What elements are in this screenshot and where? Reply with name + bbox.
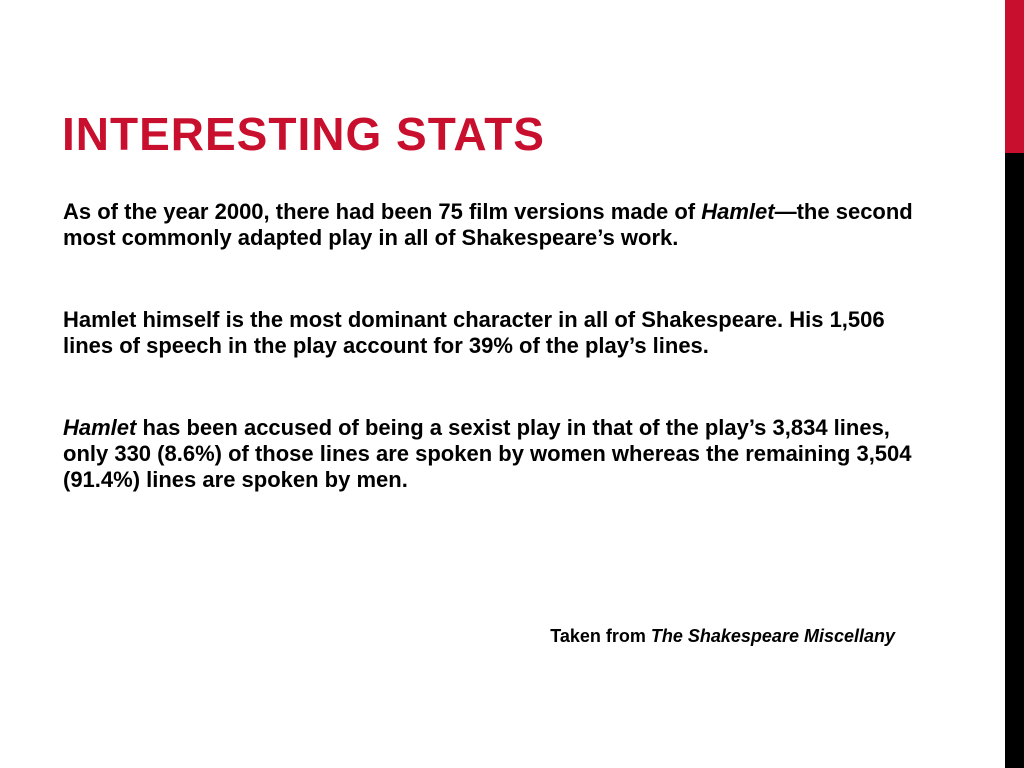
- paragraph-hamlet-lines: [63, 307, 913, 359]
- edge-accent-bar: [1005, 0, 1024, 768]
- slide-title: INTERESTING STATS: [62, 108, 545, 160]
- paragraph-sexist-play: [63, 415, 913, 493]
- source-prefix: Taken from: [550, 626, 651, 646]
- paragraph-film-versions: [63, 199, 913, 251]
- paragraph-2-text: Hamlet himself is the most dominant character in all of Shakespeare. His 1,506 lines of speech in the play account for 39% of the play’s lines.: [63, 307, 885, 358]
- paragraph-3-italic-title: Hamlet: [63, 415, 137, 440]
- paragraph-1-text-before: As of the year 2000, there had been 75 film versions made of: [63, 199, 702, 224]
- paragraph-3-text: has been accused of being a sexist play in that of the play’s 3,834 lines, only 330 (8.6%) of those lines are spoken by women whereas the remaining 3,504 (91.4%) lines are spoken by men.: [63, 415, 912, 492]
- edge-black-segment: [1005, 153, 1024, 768]
- edge-red-segment: [1005, 0, 1024, 153]
- source-book-title: The Shakespeare Miscellany: [650, 626, 895, 646]
- slide-body: [63, 199, 913, 493]
- source-citation: [550, 624, 895, 648]
- paragraph-1-text-after: —the second most commonly adapted play in all of Shakespeare’s work.: [63, 199, 913, 250]
- paragraph-1-italic-title: Hamlet: [701, 199, 775, 224]
